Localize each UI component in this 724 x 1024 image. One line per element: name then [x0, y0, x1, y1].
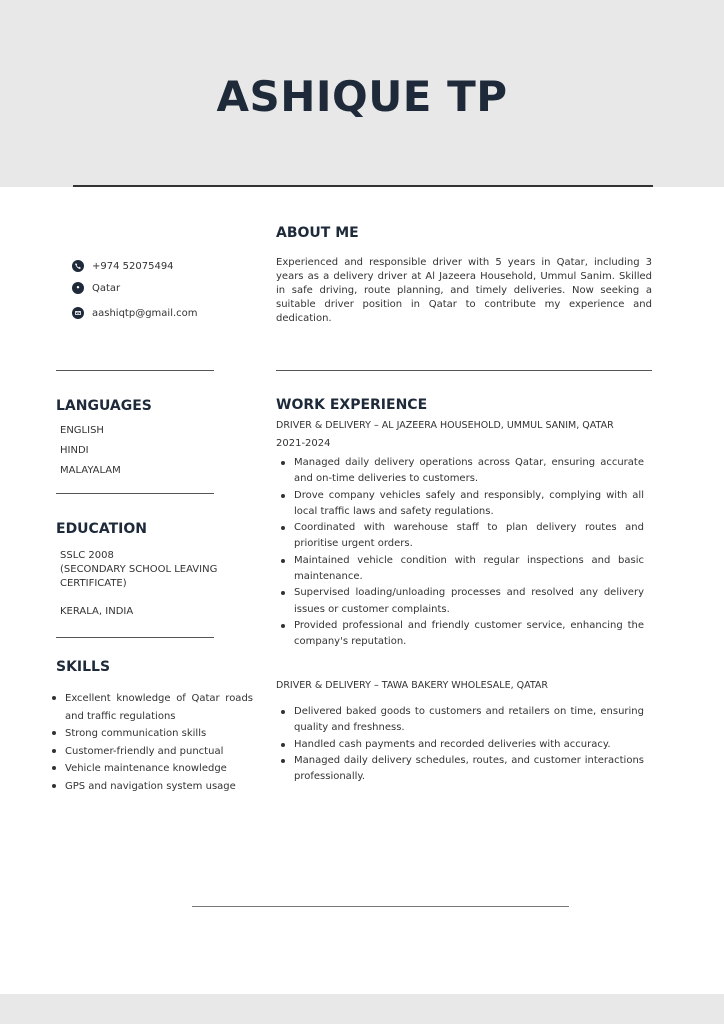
list-item: Delivered baked goods to customers and retailers on time, ensuring quality and freshness. — [277, 704, 644, 737]
list-item: Vehicle maintenance knowledge — [48, 760, 253, 778]
job-title: DRIVER & DELIVERY – TAWA BAKERY WHOLESALE, QATAR — [276, 680, 549, 691]
job2-bullets — [277, 704, 644, 785]
list-item: Handled cash payments and recorded deliveries with accuracy. — [277, 737, 644, 753]
job-title: DRIVER & DELIVERY – AL JAZEERA HOUSEHOLD, UMMUL SANIM, QATAR — [276, 420, 614, 431]
list-item: Strong communication skills — [48, 725, 253, 743]
email-icon — [72, 307, 84, 319]
language-item: ENGLISH — [60, 425, 104, 436]
skills-heading: SKILLS — [56, 659, 111, 675]
work-heading: WORK EXPERIENCE — [276, 397, 428, 413]
left-divider-1 — [56, 370, 214, 371]
list-item: Coordinated with warehouse staff to plan delivery routes and prioritise urgent orders. — [277, 520, 644, 553]
left-divider-3 — [56, 637, 214, 638]
footer-band — [0, 994, 724, 1024]
footer-divider — [192, 906, 569, 907]
left-divider-2 — [56, 493, 214, 494]
language-item: MALAYALAM — [60, 465, 121, 476]
list-item: GPS and navigation system usage — [48, 778, 253, 796]
education-line: CERTIFICATE) — [60, 578, 127, 589]
list-item: Excellent knowledge of Qatar roads and traffic regulations — [48, 690, 253, 725]
phone-icon — [72, 260, 84, 272]
job-dates: 2021-2024 — [276, 438, 331, 449]
candidate-name: ASHIQUE TP — [216, 72, 508, 121]
skills-list — [48, 690, 253, 796]
education-place: KERALA, INDIA — [60, 606, 134, 617]
contact-email — [72, 307, 198, 319]
contact-phone — [72, 260, 174, 272]
list-item: Customer-friendly and punctual — [48, 743, 253, 761]
about-heading: ABOUT ME — [276, 225, 359, 241]
header-divider — [73, 185, 653, 187]
job1-bullets — [277, 455, 644, 651]
list-item: Managed daily delivery operations across Qatar, ensuring accurate and on-time deliveries to customers. — [277, 455, 644, 488]
list-item: Maintained vehicle condition with regular inspections and basic maintenance. — [277, 553, 644, 586]
phone-text: +974 52075494 — [92, 260, 174, 272]
list-item: Provided professional and friendly customer service, enhancing the company's reputation. — [277, 618, 644, 651]
languages-heading: LANGUAGES — [56, 398, 152, 414]
location-pin-icon — [72, 282, 84, 294]
about-text: Experienced and responsible driver with 5 years in Qatar, including 3 years as a delivery driver at Al Jazeera Household, Ummul Sanim. Skilled in safe driving, route planning, and timely deliveries. Now seeking a suitable driver position in Qatar to contribute my experience and dedication. — [276, 257, 652, 324]
list-item: Managed daily delivery schedules, routes, and customer interactions professionally. — [277, 753, 644, 786]
email-text: aashiqtp@gmail.com — [92, 307, 198, 319]
list-item: Supervised loading/unloading processes and resolved any delivery issues or customer complaints. — [277, 585, 644, 618]
location-text: Qatar — [92, 282, 121, 294]
education-line: SSLC 2008 — [60, 550, 114, 561]
list-item: Drove company vehicles safely and responsibly, complying with all local traffic laws and safety regulations. — [277, 488, 644, 521]
education-line: (SECONDARY SCHOOL LEAVING — [60, 564, 218, 575]
contact-location — [72, 282, 120, 294]
right-divider-1 — [276, 370, 652, 371]
education-heading: EDUCATION — [56, 521, 147, 537]
language-item: HINDI — [60, 445, 89, 456]
